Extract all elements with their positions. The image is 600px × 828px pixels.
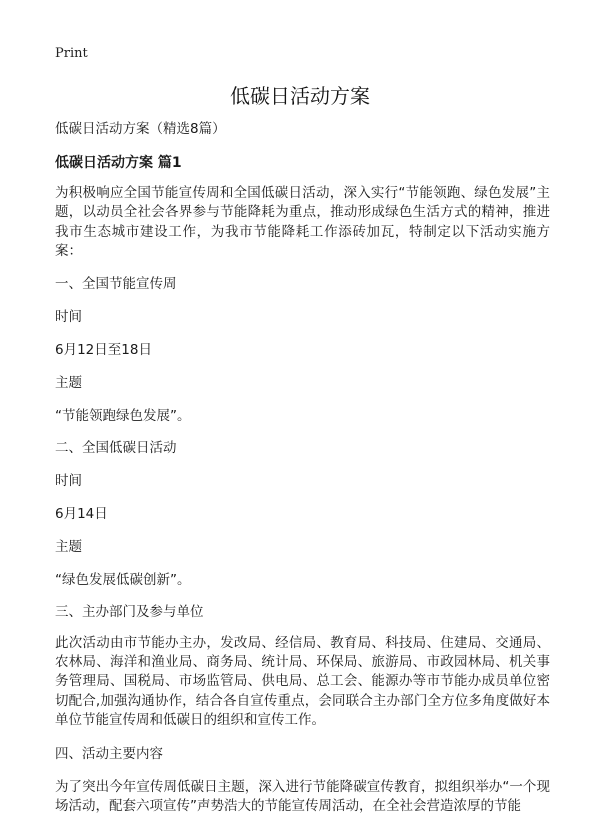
part1-time-value: 6月12日至18日	[55, 341, 152, 358]
part2-time-label: 时间	[55, 472, 82, 489]
part2-time-value: 6月14日	[55, 505, 108, 522]
part2-heading: 二、全国低碳日活动	[55, 439, 177, 456]
part1-time-label: 时间	[55, 308, 82, 325]
section-heading: 低碳日活动方案 篇1	[55, 155, 182, 171]
part1-theme-value: “节能领跑绿色发展”。	[55, 407, 191, 424]
part2-theme-value: “绿色发展低碳创新”。	[55, 571, 191, 588]
part4-heading: 四、活动主要内容	[55, 745, 163, 762]
part3-heading: 三、主办部门及参与单位	[55, 603, 204, 620]
part3-paragraph: 此次活动由市节能办主办，发改局、经信局、教育局、科技局、住建局、交通局、农林局、海洋和渔业局、商务局、统计局、环保局、旅游局、市政园林局、机关事务管理局、国税局、市场监管局、供电局、总工会、能源办等市节能办成员单位密切配合,加强沟通协作，结合各自宣传重点，会同联合主办部门全方位多角度做好本单位节能宣传周和低碳日的组织和宣传工作。	[55, 634, 550, 729]
document-body	[55, 120, 550, 816]
print-link[interactable]: Print	[55, 46, 88, 61]
document-subtitle: 低碳日活动方案（精选8篇）	[55, 121, 226, 137]
part1-theme-label: 主题	[55, 374, 82, 391]
intro-paragraph: 为积极响应全国节能宣传周和全国低碳日活动，深入实行“节能领跑、绿色发展”主题，以动员全社会各界参与节能降耗为重点，推动形成绿色生活方式的精神，推进我市生态城市建设工作，为我市节能降耗工作添砖加瓦，特制定以下活动实施方案：	[55, 185, 550, 260]
document-title: 低碳日活动方案	[230, 84, 370, 108]
part4-paragraph: 为了突出今年宣传周低碳日主题，深入进行节能降碳宣传教育，拟组织举办“一个现场活动，配套六项宣传”声势浩大的节能宣传周活动，在全社会营造浓厚的节能	[55, 778, 550, 815]
part2-theme-label: 主题	[55, 538, 82, 555]
part1-heading: 一、全国节能宣传周	[55, 275, 177, 292]
